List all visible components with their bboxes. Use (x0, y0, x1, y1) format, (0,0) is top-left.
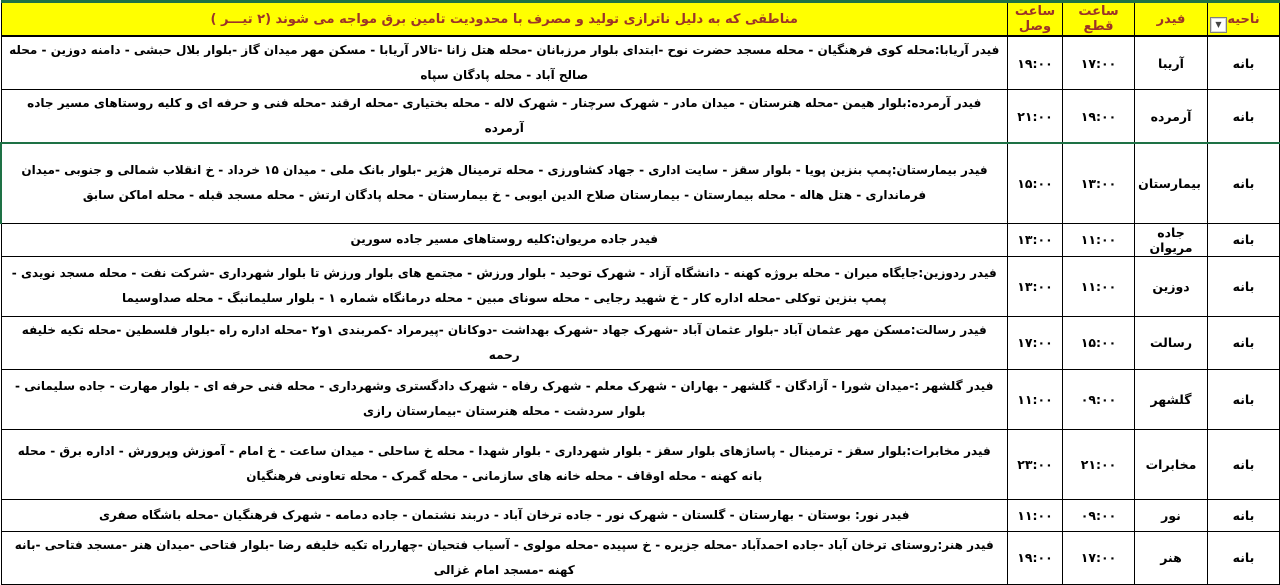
cut-time-cell[interactable]: ۱۱:۰۰ (1063, 223, 1135, 256)
feeder-cell[interactable]: آرمرده (1135, 90, 1208, 144)
column-header-feeder[interactable]: فیدر (1135, 2, 1208, 37)
autofilter-dropdown-icon[interactable]: ▼ (1210, 17, 1227, 33)
feeder-details-cell[interactable]: فیدر مخابرات:بلوار سقز - ترمینال - پاساژهای بلوار سقز - بلوار شهرداری - بلوار شهدا - محله خ ساحلی - میدان ساعت - خ امام - آموزش وپرورش - اداره برق - محله بانه کهنه - محله اوقاف - محله خانه های سازمانی - محله گمرک - محله تعاونی فرهنگیان (1, 429, 1008, 499)
cut-time-cell[interactable]: ۰۹:۰۰ (1063, 369, 1135, 429)
region-header-label: ناحیه (1227, 11, 1260, 27)
feeder-details-cell[interactable]: فیدر ردوزین:جایگاه میران - محله بروژه کهنه - دانشگاه آزاد - شهرک توحید - بلوار ورزش - مجتمع های بلوار ورزش تا بلوار شهرداری -شرکت نفت - محله مسجد نویدی - پمپ بنزین توکلی -محله اداره کار - خ شهید رجایی - محله سونای مبین - محله درمانگاه شماره ۱ - بلوار سلیمانبگ - محله صداوسیما (1, 256, 1008, 316)
feeder-details-cell[interactable]: فیدر جاده مریوان:کلیه روستاهای مسیر جاده سورین (1, 223, 1008, 256)
cut-time-cell[interactable]: ۱۵:۰۰ (1063, 316, 1135, 369)
cut-time-cell[interactable]: ۱۷:۰۰ (1063, 531, 1135, 584)
feeder-details-cell[interactable]: فیدر آرمرده:بلوار هیمن -محله هنرستان - میدان مادر - شهرک سرچنار - شهرک لاله - محله بختیاری -محله ارقند -محله فنی و حرفه ای و کلیه روستاهای مسیر جاده آرمرده (1, 90, 1008, 144)
column-header-cut-time[interactable]: ساعت قطع (1063, 2, 1135, 37)
reconnect-time-cell[interactable]: ۲۱:۰۰ (1008, 90, 1063, 144)
reconnect-time-cell[interactable]: ۱۱:۰۰ (1008, 369, 1063, 429)
reconnect-time-cell[interactable]: ۱۹:۰۰ (1008, 531, 1063, 584)
region-cell[interactable]: بانه (1208, 499, 1280, 531)
reconnect-time-cell[interactable]: ۱۳:۰۰ (1008, 223, 1063, 256)
feeder-details-cell[interactable]: فیدر هنر:روستای ترخان آباد -جاده احمدآباد -محله جزیره - خ سپیده -محله مولوی - آسیاب فتحیان -چهارراه تکیه خلیفه رضا -بلوار فتاحی -میدان هنر -مسجد فتاحی -بانه کهنه -مسجد امام غزالی (1, 531, 1008, 584)
cut-time-cell[interactable]: ۲۱:۰۰ (1063, 429, 1135, 499)
region-cell[interactable]: بانه (1208, 429, 1280, 499)
feeder-cell[interactable]: هنر (1135, 531, 1208, 584)
feeder-cell[interactable]: بیمارستان (1135, 143, 1208, 223)
table-row (1, 256, 1280, 316)
header-row (1, 2, 1280, 37)
cut-time-cell[interactable]: ۰۹:۰۰ (1063, 499, 1135, 531)
banner-title: مناطقی که به دلیل ناترازی تولید و مصرف با محدودیت تامین برق مواجه می شوند (۲ تیـــر ) (1, 2, 1008, 37)
region-cell[interactable]: بانه (1208, 316, 1280, 369)
feeder-details-cell[interactable]: فیدر نور: بوستان - بهارستان - گلستان - شهرک نور - جاده ترخان آباد - دربند نشتمان - جاده دمامه - شهرک فرهنگیان -محله باشگاه صفری (1, 499, 1008, 531)
table-row-selected (1, 143, 1280, 223)
table-row (1, 316, 1280, 369)
feeder-details-cell[interactable]: فیدر آریابا:محله کوی فرهنگیان - محله مسجد حضرت نوح -ابتدای بلوار مرزبانان -محله هتل زانا -تالار آریابا - مسکن مهر میدان گاز -بلوار بلال حبشی - دامنه دوزین - محله صالح آباد - محله پادگان سپاه (1, 36, 1008, 90)
region-cell[interactable]: بانه (1208, 369, 1280, 429)
feeder-cell[interactable]: دوزین (1135, 256, 1208, 316)
table-row (1, 531, 1280, 584)
feeder-cell[interactable]: جاده مریوان (1135, 223, 1208, 256)
column-header-reconnect-time[interactable]: ساعت وصل (1008, 2, 1063, 37)
feeder-cell[interactable]: رسالت (1135, 316, 1208, 369)
region-cell[interactable]: بانه (1208, 90, 1280, 144)
feeder-cell[interactable]: آریبا (1135, 36, 1208, 90)
table-row (1, 429, 1280, 499)
feeder-details-cell[interactable]: فیدر گلشهر :-میدان شورا - آزادگان - گلشهر - بهاران - شهرک معلم - شهرک رفاه - شهرک دادگستری وشهرداری - محله فنی حرفه ای - بلوار مهارت - جاده سلیمانی - بلوار سردشت - محله هنرستان -بیمارستان رازی (1, 369, 1008, 429)
feeder-cell[interactable]: نور (1135, 499, 1208, 531)
region-cell[interactable]: بانه (1208, 223, 1280, 256)
region-cell[interactable]: بانه (1208, 531, 1280, 584)
feeder-cell[interactable]: مخابرات (1135, 429, 1208, 499)
reconnect-time-cell[interactable]: ۱۹:۰۰ (1008, 36, 1063, 90)
region-cell[interactable]: بانه (1208, 36, 1280, 90)
table-row (1, 90, 1280, 144)
reconnect-time-cell[interactable]: ۱۵:۰۰ (1008, 143, 1063, 223)
feeder-details-cell[interactable]: فیدر بیمارستان:پمپ بنزین پویا - بلوار سقز - سایت اداری - جهاد کشاورزی - محله ترمینال هژیر -بلوار بانک ملی - میدان ۱۵ خرداد - خ انقلاب شمالی و جنوبی -میدان فرمانداری - هتل هاله - محله بیمارستان - بیمارستان صلاح الدین ایوبی - خ بیمارستان - محله پادگان ارتش - محله مسجد قبله - محله اماکن سابق (1, 143, 1008, 223)
reconnect-time-cell[interactable]: ۱۳:۰۰ (1008, 256, 1063, 316)
table-row (1, 36, 1280, 90)
cut-time-cell[interactable]: ۱۷:۰۰ (1063, 36, 1135, 90)
reconnect-time-cell[interactable]: ۱۱:۰۰ (1008, 499, 1063, 531)
cut-time-cell[interactable]: ۱۹:۰۰ (1063, 90, 1135, 144)
cut-time-cell[interactable]: ۱۳:۰۰ (1063, 143, 1135, 223)
table-row (1, 369, 1280, 429)
table-row (1, 223, 1280, 256)
column-header-region[interactable] (1208, 2, 1280, 37)
table-row (1, 499, 1280, 531)
cut-time-cell[interactable]: ۱۱:۰۰ (1063, 256, 1135, 316)
reconnect-time-cell[interactable]: ۲۳:۰۰ (1008, 429, 1063, 499)
reconnect-time-cell[interactable]: ۱۷:۰۰ (1008, 316, 1063, 369)
feeder-cell[interactable]: گلشهر (1135, 369, 1208, 429)
region-cell[interactable]: بانه (1208, 256, 1280, 316)
region-cell[interactable]: بانه (1208, 143, 1280, 223)
feeder-details-cell[interactable]: فیدر رسالت:مسکن مهر عثمان آباد -بلوار عثمان آباد -شهرک جهاد -شهرک بهداشت -دوکانان -پیرمراد -کمربندی ۱و۲ -محله اداره راه -بلوار فلسطین -محله تکیه خلیفه رحمه (1, 316, 1008, 369)
